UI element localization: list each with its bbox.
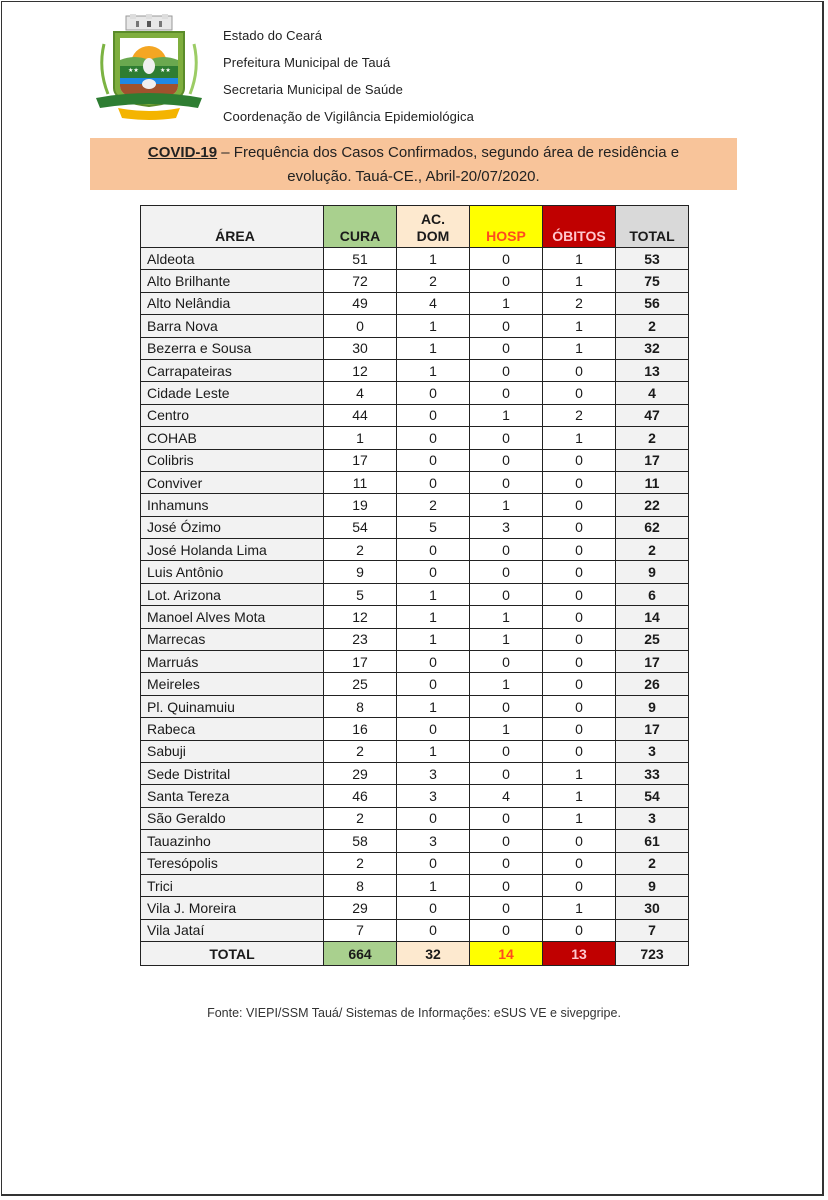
cell-area: Carrapateiras [141,359,324,381]
cell-hosp: 1 [470,606,543,628]
cell-hosp: 0 [470,248,543,270]
cell-acdom: 4 [397,292,470,314]
cell-acdom: 0 [397,471,470,493]
cell-obitos: 0 [543,695,616,717]
cell-cura: 44 [324,404,397,426]
table-row [141,449,689,471]
total-cura: 664 [324,942,397,966]
cell-acdom: 3 [397,762,470,784]
cell-total: 4 [616,382,689,404]
title-text: – Frequência dos Casos Confirmados, segundo área de residência e [217,144,680,161]
cell-total: 75 [616,270,689,292]
cell-hosp: 0 [470,359,543,381]
table-row [141,740,689,762]
table-header-row [141,206,689,248]
cell-obitos: 1 [543,270,616,292]
cell-cura: 11 [324,471,397,493]
cell-obitos: 1 [543,807,616,829]
table-row [141,292,689,314]
cell-total: 47 [616,404,689,426]
cell-area: Santa Tereza [141,785,324,807]
cell-area: José Ózimo [141,516,324,538]
cell-cura: 7 [324,919,397,941]
total-total: 723 [616,942,689,966]
cell-total: 33 [616,762,689,784]
cell-acdom: 2 [397,270,470,292]
cell-area: Sabuji [141,740,324,762]
cell-acdom: 0 [397,807,470,829]
cell-hosp: 0 [470,874,543,896]
cell-acdom: 0 [397,382,470,404]
cell-total: 2 [616,539,689,561]
cell-acdom: 0 [397,427,470,449]
cell-acdom: 1 [397,583,470,605]
cell-total: 9 [616,695,689,717]
cell-hosp: 0 [470,561,543,583]
col-header-cura: CURA [324,206,397,248]
cell-hosp: 0 [470,539,543,561]
cell-obitos: 0 [543,740,616,762]
cell-area: Rabeca [141,718,324,740]
cell-hosp: 0 [470,270,543,292]
cell-area: Marrecas [141,628,324,650]
header-institution [223,22,474,130]
cell-hosp: 0 [470,695,543,717]
col-header-acdom [397,206,470,248]
report-title [90,138,737,190]
cell-obitos: 2 [543,292,616,314]
cell-cura: 8 [324,874,397,896]
cell-obitos: 0 [543,359,616,381]
cell-cura: 1 [324,427,397,449]
cell-acdom: 5 [397,516,470,538]
cell-cura: 25 [324,673,397,695]
cell-total: 54 [616,785,689,807]
cell-obitos: 1 [543,248,616,270]
cell-obitos: 1 [543,315,616,337]
cell-total: 9 [616,561,689,583]
cell-area: Inhamuns [141,494,324,516]
cell-acdom: 1 [397,359,470,381]
cell-cura: 17 [324,449,397,471]
col-header-obitos: ÓBITOS [543,206,616,248]
cell-cura: 5 [324,583,397,605]
cell-area: COHAB [141,427,324,449]
cell-total: 2 [616,315,689,337]
table-row [141,852,689,874]
cell-area: São Geraldo [141,807,324,829]
table-row [141,919,689,941]
title-lead: COVID-19 [147,144,218,161]
cell-total: 13 [616,359,689,381]
cell-cura: 30 [324,337,397,359]
cell-area: Trici [141,874,324,896]
cell-acdom: 1 [397,606,470,628]
cell-hosp: 1 [470,404,543,426]
cell-hosp: 0 [470,315,543,337]
cell-cura: 17 [324,651,397,673]
col-header-total: TOTAL [616,206,689,248]
cell-hosp: 1 [470,494,543,516]
table-row [141,785,689,807]
cell-area: Alto Brilhante [141,270,324,292]
cell-total: 2 [616,427,689,449]
cell-obitos: 0 [543,628,616,650]
cell-hosp: 0 [470,830,543,852]
table-row [141,539,689,561]
cell-hosp: 1 [470,292,543,314]
cell-area: Barra Nova [141,315,324,337]
cell-obitos: 0 [543,874,616,896]
col-header-acdom-line2: DOM [416,228,450,244]
header-city-hall: Prefeitura Municipal de Tauá [223,55,391,70]
cell-area: Meireles [141,673,324,695]
cell-cura: 4 [324,382,397,404]
cell-total: 9 [616,874,689,896]
cell-acdom: 1 [397,337,470,359]
cell-total: 25 [616,628,689,650]
cell-cura: 49 [324,292,397,314]
cell-total: 7 [616,919,689,941]
cell-cura: 12 [324,359,397,381]
cell-hosp: 1 [470,628,543,650]
cell-hosp: 0 [470,807,543,829]
cell-area: Marruás [141,651,324,673]
cell-obitos: 1 [543,897,616,919]
cell-cura: 2 [324,740,397,762]
table-row [141,651,689,673]
cell-area: Manoel Alves Mota [141,606,324,628]
cell-cura: 72 [324,270,397,292]
table-row [141,427,689,449]
cell-obitos: 0 [543,651,616,673]
cell-acdom: 0 [397,919,470,941]
table-row [141,382,689,404]
cell-obitos: 1 [543,762,616,784]
cell-hosp: 3 [470,516,543,538]
cell-obitos: 1 [543,785,616,807]
cell-area: Cidade Leste [141,382,324,404]
cell-obitos: 0 [543,718,616,740]
cell-cura: 16 [324,718,397,740]
cell-obitos: 2 [543,404,616,426]
cell-area: Sede Distrital [141,762,324,784]
cell-obitos: 0 [543,471,616,493]
svg-text:★★: ★★ [128,68,139,74]
cell-area: Teresópolis [141,852,324,874]
cell-area: Bezerra e Sousa [141,337,324,359]
table-row [141,583,689,605]
cell-hosp: 0 [470,919,543,941]
cell-total: 53 [616,248,689,270]
cell-total: 3 [616,740,689,762]
cell-obitos: 0 [543,561,616,583]
cell-cura: 9 [324,561,397,583]
table-row [141,248,689,270]
cell-cura: 12 [324,606,397,628]
cell-obitos: 1 [543,427,616,449]
cell-total: 11 [616,471,689,493]
cell-acdom: 0 [397,449,470,471]
cell-area: Colibris [141,449,324,471]
cell-acdom: 0 [397,852,470,874]
cell-obitos: 0 [543,516,616,538]
cell-cura: 46 [324,785,397,807]
cell-hosp: 0 [470,762,543,784]
table-row [141,762,689,784]
cell-hosp: 0 [470,382,543,404]
cell-obitos: 0 [543,673,616,695]
cell-cura: 29 [324,762,397,784]
cell-hosp: 0 [470,337,543,359]
total-hosp: 14 [470,942,543,966]
cell-hosp: 0 [470,427,543,449]
cell-hosp: 0 [470,449,543,471]
table-total-row [141,942,689,966]
cell-area: Centro [141,404,324,426]
header-surveillance: Coordenação de Vigilância Epidemiológica [223,109,474,124]
table-row [141,337,689,359]
table-row [141,471,689,493]
table-row [141,807,689,829]
table-row [141,897,689,919]
cell-total: 2 [616,852,689,874]
source-note: Fonte: VIEPI/SSM Tauá/ Sistemas de Informações: eSUS VE e sivepgripe. [207,1006,621,1020]
table-row [141,673,689,695]
header-health-department: Secretaria Municipal de Saúde [223,82,403,97]
cell-hosp: 4 [470,785,543,807]
title-line-1 [90,141,737,165]
table-row [141,404,689,426]
cell-acdom: 0 [397,539,470,561]
table-row [141,606,689,628]
cell-cura: 54 [324,516,397,538]
cell-acdom: 0 [397,404,470,426]
table-row [141,359,689,381]
table-row [141,874,689,896]
cell-area: Pl. Quinamuiu [141,695,324,717]
header-state: Estado do Ceará [223,28,323,43]
cell-total: 3 [616,807,689,829]
cell-hosp: 0 [470,583,543,605]
cell-hosp: 0 [470,852,543,874]
cell-area: Lot. Arizona [141,583,324,605]
col-header-hosp: HOSP [470,206,543,248]
cell-total: 56 [616,292,689,314]
cell-hosp: 1 [470,673,543,695]
cell-total: 32 [616,337,689,359]
cell-acdom: 1 [397,874,470,896]
cell-obitos: 0 [543,852,616,874]
table-row [141,315,689,337]
cell-acdom: 1 [397,740,470,762]
table-row [141,695,689,717]
cell-total: 6 [616,583,689,605]
cell-hosp: 0 [470,471,543,493]
cell-area: Vila Jataí [141,919,324,941]
cell-acdom: 0 [397,673,470,695]
cell-total: 17 [616,718,689,740]
cell-area: Alto Nelândia [141,292,324,314]
cell-hosp: 1 [470,718,543,740]
cell-area: Aldeota [141,248,324,270]
col-header-area: ÁREA [141,206,324,248]
cell-acdom: 0 [397,718,470,740]
cell-hosp: 0 [470,740,543,762]
cell-area: Tauazinho [141,830,324,852]
table-row [141,830,689,852]
cell-total: 26 [616,673,689,695]
table-row [141,628,689,650]
cell-acdom: 1 [397,695,470,717]
cell-acdom: 1 [397,248,470,270]
cases-table [140,205,689,966]
cell-obitos: 0 [543,583,616,605]
svg-text:★★: ★★ [160,68,171,74]
cell-acdom: 0 [397,651,470,673]
cell-cura: 2 [324,852,397,874]
cell-total: 30 [616,897,689,919]
cell-obitos: 0 [543,919,616,941]
total-label: TOTAL [141,942,324,966]
table-row [141,718,689,740]
cell-obitos: 1 [543,337,616,359]
table-row [141,270,689,292]
cell-cura: 2 [324,539,397,561]
cell-cura: 23 [324,628,397,650]
cell-total: 17 [616,651,689,673]
coat-of-arms-logo [90,14,208,122]
cell-obitos: 0 [543,606,616,628]
cell-obitos: 0 [543,494,616,516]
cell-cura: 2 [324,807,397,829]
col-header-acdom-line1: AC. [420,211,446,227]
cell-obitos: 0 [543,449,616,471]
cell-cura: 8 [324,695,397,717]
cell-acdom: 1 [397,628,470,650]
cell-obitos: 0 [543,830,616,852]
cell-acdom: 2 [397,494,470,516]
cell-acdom: 1 [397,315,470,337]
cell-area: José Holanda Lima [141,539,324,561]
cell-total: 61 [616,830,689,852]
cell-cura: 51 [324,248,397,270]
cell-acdom: 3 [397,830,470,852]
cell-total: 17 [616,449,689,471]
cell-total: 62 [616,516,689,538]
cell-obitos: 0 [543,382,616,404]
table-row [141,561,689,583]
cell-cura: 29 [324,897,397,919]
cell-hosp: 0 [470,897,543,919]
cell-cura: 19 [324,494,397,516]
cell-total: 14 [616,606,689,628]
table-row [141,516,689,538]
title-line-2: evolução. Tauá-CE., Abril-20/07/2020. [287,168,540,185]
cell-cura: 58 [324,830,397,852]
cell-cura: 0 [324,315,397,337]
total-obitos: 13 [543,942,616,966]
cell-area: Conviver [141,471,324,493]
cell-acdom: 3 [397,785,470,807]
cell-acdom: 0 [397,897,470,919]
cell-obitos: 0 [543,539,616,561]
total-acdom: 32 [397,942,470,966]
cell-area: Vila J. Moreira [141,897,324,919]
table-row [141,494,689,516]
table-body [141,248,689,942]
cell-acdom: 0 [397,561,470,583]
cell-area: Luis Antônio [141,561,324,583]
cell-hosp: 0 [470,651,543,673]
cell-total: 22 [616,494,689,516]
